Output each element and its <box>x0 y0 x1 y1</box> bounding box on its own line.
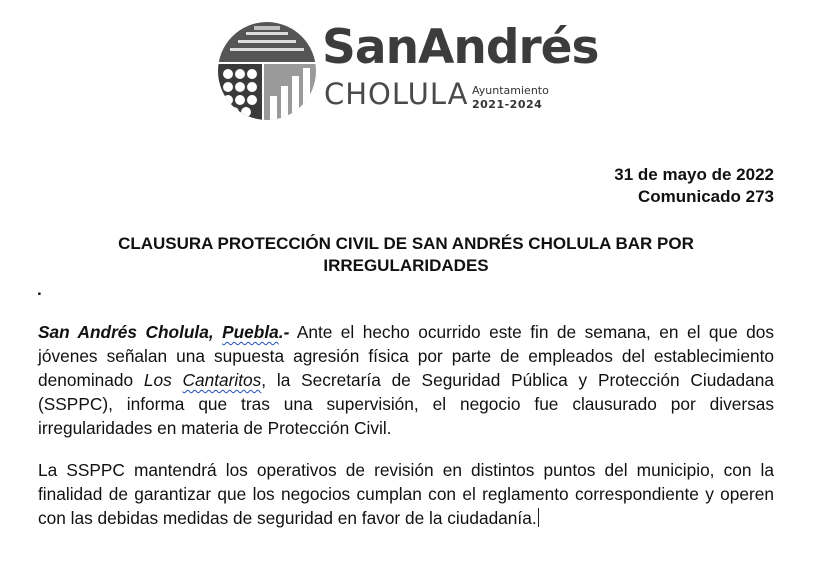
logo-city: CHOLULA <box>324 77 469 111</box>
logo-ayuntamiento: Ayuntamiento <box>472 84 549 97</box>
release-date: 31 de mayo de 2022 <box>614 165 774 184</box>
headline <box>38 233 774 277</box>
san-andres-emblem-icon <box>216 20 318 122</box>
headline-line-1: CLAUSURA PROTECCIÓN CIVIL DE SAN ANDRÉS CHOLULA BAR POR <box>118 234 694 253</box>
dateline-lead <box>38 322 289 342</box>
dateline-separator: .- <box>278 322 290 342</box>
stray-mark: . <box>37 280 42 299</box>
logo-wordmark: SanAndrés <box>322 20 599 75</box>
date-block <box>614 164 774 208</box>
establishment-name <box>144 370 261 390</box>
text-cursor <box>538 508 539 527</box>
communique-number: Comunicado 273 <box>637 187 774 206</box>
establishment-name-b: Cantaritos <box>182 370 262 390</box>
dateline-state: Puebla <box>222 322 279 342</box>
body-paragraph-1[interactable] <box>38 320 774 440</box>
paragraph-2-text: La SSPPC mantendrá los operativos de revisión en distintos puntos del municipio, con la finalidad de garantizar que los negocios cumplan con el reglamento correspondiente y operen con las debidas medidas de seguridad en favor de la ciudadanía. <box>38 460 774 528</box>
logo-years: 2021-2024 <box>472 98 543 111</box>
paragraph-1-text-a: Ante el hecho ocurrido este fin de semana, en el que dos jóvenes señalan una supuesta agresión física por parte de empleados del establecimiento denominado <box>38 322 774 390</box>
body-paragraph-2[interactable] <box>38 458 774 530</box>
municipal-logo <box>216 18 606 122</box>
dateline-city: San Andrés Cholula, <box>38 322 223 342</box>
paragraph-1-text-b: , la Secretaría de Seguridad Pública y Protección Ciudadana (SSPPC), informa que tras una supervisión, el negocio fue clausurado por diversas irregularidades en materia de Protección Civil. <box>38 370 774 438</box>
headline-line-2: IRREGULARIDADES <box>323 256 489 275</box>
establishment-name-a: Los <box>143 370 183 390</box>
